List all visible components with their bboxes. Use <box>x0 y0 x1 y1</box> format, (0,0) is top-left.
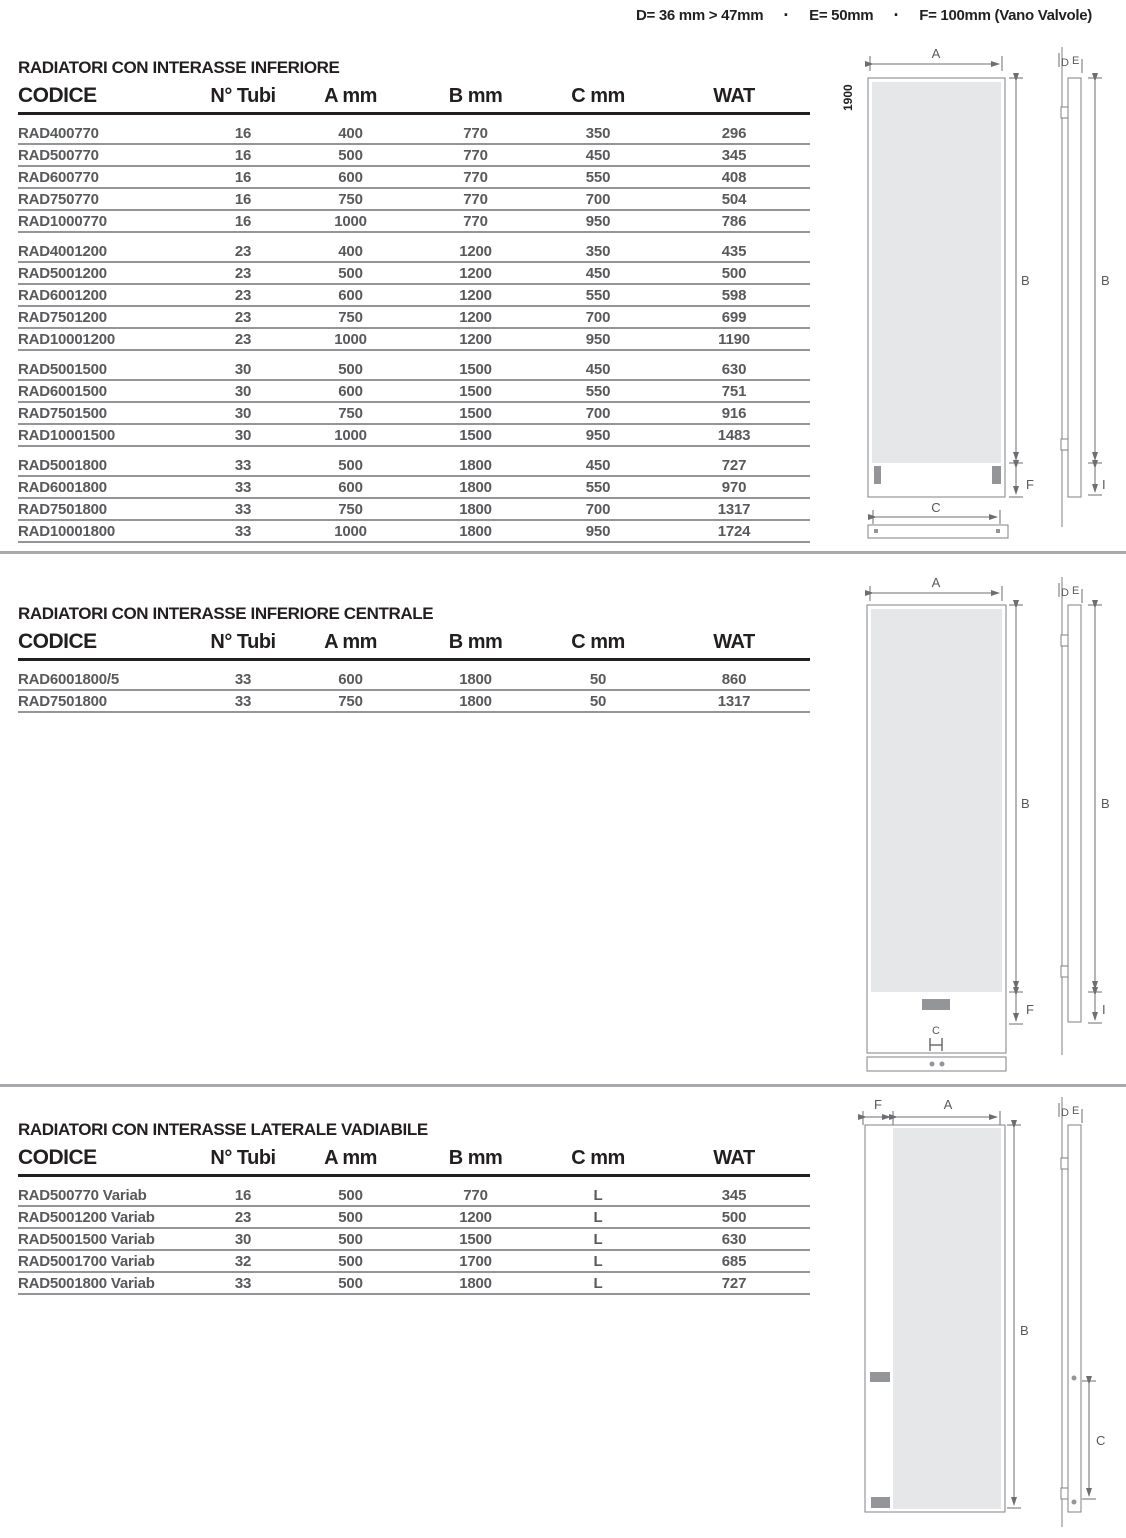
value-cell: 50 <box>589 670 607 688</box>
legend-separator-1: · <box>783 5 790 25</box>
connector-right <box>992 466 1001 484</box>
value-cell: 1800 <box>459 670 492 688</box>
value-cell: 33 <box>234 478 252 496</box>
code-cell: RAD5001200 Variab <box>18 1208 155 1226</box>
bracket-bottom <box>1061 1488 1068 1499</box>
code-cell: RAD7501800 <box>18 500 107 518</box>
value-cell: 500 <box>338 456 363 474</box>
table-row <box>18 307 810 329</box>
code-cell: RAD6001800/5 <box>18 670 120 688</box>
table-row <box>18 425 810 447</box>
value-cell: 500 <box>721 1208 747 1226</box>
table-header-row <box>18 1146 810 1177</box>
dim-b-front <box>1007 1125 1021 1508</box>
table-row <box>18 1207 810 1229</box>
value-cell: 1483 <box>717 426 751 444</box>
table-row <box>18 189 810 211</box>
value-cell: 500 <box>721 264 747 282</box>
column-header-wat: WAT <box>713 85 755 107</box>
value-cell: 33 <box>234 456 252 474</box>
value-cell: 500 <box>338 1274 363 1292</box>
dim-f <box>1009 995 1023 1024</box>
table-row <box>18 499 810 521</box>
dimension-legend <box>636 6 1092 24</box>
dim-i <box>1088 468 1102 495</box>
section-title: RADIATORI CON INTERASSE INFERIORE <box>18 58 340 77</box>
value-cell: 350 <box>585 124 611 142</box>
value-cell: 750 <box>338 404 363 422</box>
dim-label-e: E <box>1072 1105 1080 1117</box>
value-cell: 700 <box>585 308 611 326</box>
value-cell: 1000 <box>334 426 367 444</box>
row-group <box>18 1185 810 1295</box>
value-cell: 16 <box>234 212 252 230</box>
column-header-codice: CODICE <box>18 1146 97 1169</box>
value-cell: 16 <box>234 190 252 208</box>
value-cell: 950 <box>585 330 611 348</box>
value-cell: 504 <box>721 190 747 208</box>
value-cell: 550 <box>585 478 611 496</box>
table-section-inferiore-centrale <box>18 604 810 713</box>
value-cell: 345 <box>721 146 747 164</box>
dim-label-e: E <box>1072 55 1080 67</box>
radiator-body-fill <box>871 609 1002 992</box>
value-cell: 700 <box>585 500 611 518</box>
value-cell: 23 <box>234 286 252 304</box>
code-cell: RAD6001500 <box>18 382 107 400</box>
value-cell: 600 <box>338 478 363 496</box>
dim-f <box>863 1111 893 1125</box>
value-cell: 1800 <box>459 522 492 540</box>
bottom-connector-right <box>996 529 1000 533</box>
value-cell: 16 <box>234 124 252 142</box>
value-cell: 1500 <box>459 426 492 444</box>
value-cell: 500 <box>338 1230 363 1248</box>
code-cell: RAD7501800 <box>18 692 107 710</box>
value-cell: 950 <box>585 522 611 540</box>
column-header-c-mm: C mm <box>571 1147 625 1169</box>
row-group <box>18 241 810 351</box>
dim-label-d: D <box>1061 587 1069 599</box>
dim-b-front <box>1009 78 1023 463</box>
value-cell: 630 <box>721 1230 747 1248</box>
row-group <box>18 669 810 713</box>
dim-b-side <box>1088 78 1102 463</box>
value-cell: 400 <box>338 124 363 142</box>
code-cell: RAD1000770 <box>18 212 107 230</box>
column-header-wat: WAT <box>713 631 755 653</box>
value-cell: 1000 <box>334 522 367 540</box>
table-row <box>18 167 810 189</box>
code-cell: RAD5001200 <box>18 264 107 282</box>
table-row <box>18 455 810 477</box>
legend-f-spec: F= 100mm (Vano Valvole) <box>919 6 1092 24</box>
radiator-diagram-inferiore <box>830 45 1126 557</box>
value-cell: 500 <box>338 1252 363 1270</box>
value-cell: 1200 <box>459 264 492 282</box>
dim-label-b-side: B <box>1101 796 1110 811</box>
column-header-a-mm: A mm <box>324 1147 377 1169</box>
value-cell: 950 <box>585 426 611 444</box>
column-header-tubi: N° Tubi <box>210 85 276 107</box>
dim-label-c: C <box>931 500 941 515</box>
value-cell: 786 <box>721 212 747 230</box>
table-row <box>18 521 810 543</box>
column-header-a-mm: A mm <box>324 631 377 653</box>
radiator-side-profile <box>1068 78 1081 497</box>
code-cell: RAD7501500 <box>18 404 107 422</box>
connector-central <box>922 999 950 1010</box>
value-cell: 727 <box>721 1274 747 1292</box>
table-row <box>18 145 810 167</box>
code-cell: RAD10001200 <box>18 330 116 348</box>
dim-label-i: I <box>1102 1002 1106 1017</box>
value-cell: 30 <box>234 360 252 378</box>
value-cell: 700 <box>585 404 611 422</box>
value-cell: 700 <box>585 190 611 208</box>
dim-label-1900: 1900 <box>841 84 855 111</box>
column-header-codice: CODICE <box>18 630 97 653</box>
radiator-side-profile <box>1068 605 1081 1022</box>
table-row <box>18 263 810 285</box>
value-cell: L <box>593 1230 603 1248</box>
value-cell: 770 <box>463 212 488 230</box>
value-cell: 1500 <box>459 382 492 400</box>
bottom-view-bar <box>867 1057 1006 1071</box>
dim-label-b-front: B <box>1021 796 1030 811</box>
value-cell: 1724 <box>717 522 751 540</box>
dim-label-a: A <box>931 46 941 61</box>
dim-a <box>897 1111 1000 1125</box>
value-cell: 500 <box>338 264 363 282</box>
table-section-laterale-variabile <box>18 1120 810 1295</box>
connector-left <box>874 466 881 484</box>
value-cell: 33 <box>234 692 252 710</box>
value-cell: 500 <box>338 146 363 164</box>
column-header-c-mm: C mm <box>571 85 625 107</box>
value-cell: 500 <box>338 1208 363 1226</box>
table-row <box>18 669 810 691</box>
value-cell: 1200 <box>459 330 492 348</box>
code-cell: RAD400770 <box>18 124 99 142</box>
value-cell: 350 <box>585 242 611 260</box>
code-cell: RAD6001800 <box>18 478 107 496</box>
value-cell: 550 <box>585 382 611 400</box>
value-cell: 450 <box>585 264 611 282</box>
value-cell: 1000 <box>334 212 367 230</box>
value-cell: 770 <box>463 146 488 164</box>
value-cell: L <box>593 1208 603 1226</box>
bottom-connector-dot-2 <box>940 1062 945 1067</box>
table-row <box>18 691 810 713</box>
side-connection-dot-bottom <box>1072 1500 1077 1505</box>
value-cell: 600 <box>338 382 363 400</box>
table-row <box>18 1229 810 1251</box>
legend-separator-2: · <box>893 5 900 25</box>
value-cell: 600 <box>338 286 363 304</box>
bottom-view-bar <box>868 525 1008 538</box>
bracket-top <box>1061 1158 1068 1169</box>
value-cell: 30 <box>234 1230 252 1248</box>
value-cell: 1800 <box>459 500 492 518</box>
value-cell: 345 <box>721 1186 747 1204</box>
section-title: RADIATORI CON INTERASSE INFERIORE CENTRALE <box>18 604 434 623</box>
value-cell: 30 <box>234 404 252 422</box>
value-cell: 16 <box>234 1186 252 1204</box>
code-cell: RAD500770 <box>18 146 99 164</box>
column-header-a-mm: A mm <box>324 85 377 107</box>
dim-label-d: D <box>1061 57 1069 69</box>
bottom-connector-left <box>874 529 878 533</box>
code-cell: RAD5001500 <box>18 360 107 378</box>
value-cell: 23 <box>234 1208 252 1226</box>
code-cell: RAD5001800 Variab <box>18 1274 155 1292</box>
value-cell: 408 <box>721 168 747 186</box>
dim-label-b-front: B <box>1021 273 1030 288</box>
code-cell: RAD6001200 <box>18 286 107 304</box>
dim-i <box>1088 995 1102 1023</box>
code-cell: RAD750770 <box>18 190 99 208</box>
value-cell: 950 <box>585 212 611 230</box>
column-header-tubi: N° Tubi <box>210 1147 276 1169</box>
value-cell: 1500 <box>459 360 492 378</box>
value-cell: 32 <box>234 1252 252 1270</box>
table-row <box>18 403 810 425</box>
value-cell: 598 <box>721 286 747 304</box>
column-header-c-mm: C mm <box>571 631 625 653</box>
connector-bottom <box>871 1497 890 1508</box>
section-divider-2 <box>0 1084 1126 1087</box>
section-divider-1 <box>0 551 1126 554</box>
bracket-top <box>1061 107 1068 118</box>
value-cell: 750 <box>338 692 363 710</box>
value-cell: 600 <box>338 168 363 186</box>
radiator-side-profile <box>1068 1125 1081 1512</box>
value-cell: 727 <box>721 456 747 474</box>
table-row <box>18 285 810 307</box>
dim-label-a: A <box>943 1097 953 1112</box>
code-cell: RAD10001800 <box>18 522 116 540</box>
column-header-codice: CODICE <box>18 84 97 107</box>
table-row <box>18 1273 810 1295</box>
dim-b-side <box>1088 605 1102 992</box>
bottom-connector-dot-1 <box>930 1062 935 1067</box>
value-cell: 450 <box>585 456 611 474</box>
value-cell: 450 <box>585 146 611 164</box>
table-row <box>18 359 810 381</box>
legend-d-spec: D= 36 mm > 47mm <box>636 6 764 24</box>
column-header-b-mm: B mm <box>448 631 503 653</box>
dim-label-b-front: B <box>1020 1323 1029 1338</box>
side-connection-dot-top <box>1072 1376 1077 1381</box>
column-header-wat: WAT <box>713 1147 755 1169</box>
value-cell: 33 <box>234 522 252 540</box>
value-cell: 23 <box>234 308 252 326</box>
legend-e-spec: E= 50mm <box>809 6 874 24</box>
value-cell: 1800 <box>459 1274 492 1292</box>
table-row <box>18 477 810 499</box>
value-cell: 770 <box>463 190 488 208</box>
table-row <box>18 211 810 233</box>
bracket-bottom <box>1061 966 1068 977</box>
value-cell: 1190 <box>718 330 750 348</box>
radiator-diagram-inferiore-centrale <box>840 575 1126 1080</box>
row-group <box>18 359 810 447</box>
value-cell: 1500 <box>459 1230 492 1248</box>
table-header-row <box>18 84 810 115</box>
table-row <box>18 1185 810 1207</box>
dim-c-side <box>1082 1381 1096 1499</box>
table-row <box>18 329 810 351</box>
value-cell: 33 <box>234 500 252 518</box>
value-cell: 33 <box>234 670 252 688</box>
value-cell: 50 <box>589 692 607 710</box>
code-cell: RAD5001800 <box>18 456 107 474</box>
value-cell: 1800 <box>459 456 492 474</box>
value-cell: 1200 <box>459 242 492 260</box>
value-cell: L <box>593 1186 603 1204</box>
value-cell: 600 <box>338 670 363 688</box>
dim-label-i: I <box>1102 477 1106 492</box>
table-header-row <box>18 630 810 661</box>
row-group <box>18 123 810 233</box>
code-cell: RAD7501200 <box>18 308 107 326</box>
value-cell: 685 <box>721 1252 747 1270</box>
value-cell: 550 <box>585 168 611 186</box>
code-cell: RAD600770 <box>18 168 99 186</box>
value-cell: 400 <box>338 242 363 260</box>
dim-label-f: F <box>1026 477 1034 492</box>
value-cell: 450 <box>585 360 611 378</box>
value-cell: 750 <box>338 500 363 518</box>
value-cell: 23 <box>234 242 252 260</box>
column-header-b-mm: B mm <box>448 85 503 107</box>
dim-label-b-side: B <box>1101 273 1110 288</box>
table-row <box>18 241 810 263</box>
table-row <box>18 1251 810 1273</box>
value-cell: 1800 <box>459 692 492 710</box>
value-cell: 23 <box>234 330 252 348</box>
dim-label-a: A <box>931 575 941 590</box>
value-cell: 770 <box>463 168 488 186</box>
table-row <box>18 123 810 145</box>
value-cell: 16 <box>234 146 252 164</box>
code-cell: RAD10001500 <box>18 426 116 444</box>
value-cell: 435 <box>721 242 747 260</box>
row-group <box>18 455 810 543</box>
value-cell: 770 <box>463 124 488 142</box>
value-cell: 500 <box>338 1186 363 1204</box>
dim-label-f: F <box>874 1097 882 1112</box>
value-cell: 30 <box>234 426 252 444</box>
section-title: RADIATORI CON INTERASSE LATERALE VADIABILE <box>18 1120 428 1139</box>
value-cell: 296 <box>721 124 747 142</box>
column-header-tubi: N° Tubi <box>210 631 276 653</box>
value-cell: 750 <box>338 308 363 326</box>
value-cell: 699 <box>721 308 747 326</box>
value-cell: 550 <box>585 286 611 304</box>
value-cell: 1317 <box>717 500 751 518</box>
value-cell: L <box>593 1252 603 1270</box>
value-cell: 770 <box>463 1186 488 1204</box>
value-cell: 1500 <box>459 404 492 422</box>
connector-middle <box>870 1372 890 1382</box>
value-cell: 30 <box>234 382 252 400</box>
dim-label-c-central: C <box>932 1025 940 1037</box>
radiator-body-fill <box>893 1128 1001 1509</box>
dim-label-c-side: C <box>1096 1433 1106 1448</box>
column-header-b-mm: B mm <box>448 1147 503 1169</box>
table-row <box>18 381 810 403</box>
value-cell: 1000 <box>334 330 367 348</box>
radiator-body-fill <box>872 82 1001 463</box>
value-cell: 23 <box>234 264 252 282</box>
dim-label-e: E <box>1072 585 1080 597</box>
value-cell: 1700 <box>459 1252 492 1270</box>
bracket-bottom <box>1061 439 1068 450</box>
value-cell: 1200 <box>459 308 492 326</box>
value-cell: 1200 <box>459 1208 492 1226</box>
value-cell: 500 <box>338 360 363 378</box>
value-cell: 1800 <box>459 478 492 496</box>
value-cell: 970 <box>721 478 747 496</box>
code-cell: RAD5001500 Variab <box>18 1230 155 1248</box>
dim-label-f: F <box>1026 1002 1034 1017</box>
bracket-top <box>1061 635 1068 646</box>
value-cell: 1317 <box>717 692 751 710</box>
dim-label-d: D <box>1061 1107 1069 1119</box>
code-cell: RAD500770 Variab <box>18 1186 147 1204</box>
value-cell: 916 <box>721 404 747 422</box>
dim-f <box>1009 468 1023 497</box>
value-cell: 33 <box>234 1274 252 1292</box>
value-cell: 16 <box>234 168 252 186</box>
value-cell: 751 <box>721 382 747 400</box>
code-cell: RAD5001700 Variab <box>18 1252 155 1270</box>
value-cell: 630 <box>721 360 747 378</box>
value-cell: L <box>593 1274 603 1292</box>
radiator-diagram-laterale-variabile <box>840 1095 1126 1538</box>
value-cell: 860 <box>721 670 747 688</box>
table-section-interasse-inferiore <box>18 58 810 543</box>
value-cell: 750 <box>338 190 363 208</box>
code-cell: RAD4001200 <box>18 242 107 260</box>
value-cell: 1200 <box>459 286 492 304</box>
